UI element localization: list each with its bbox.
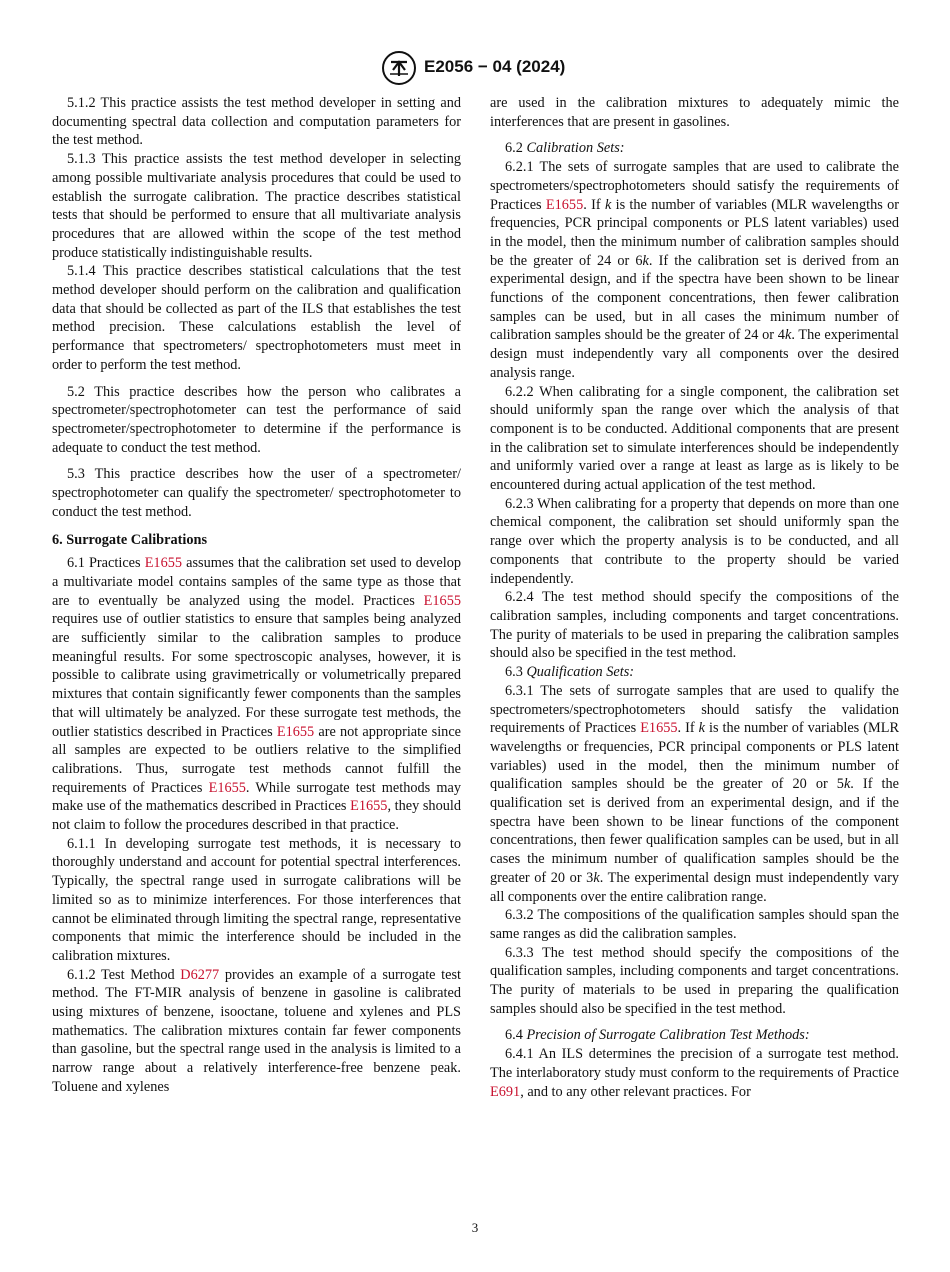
link-e1655[interactable]: E1655: [423, 592, 461, 609]
astm-logo-icon: [381, 50, 417, 86]
page-header: [0, 50, 950, 90]
paragraph-5-2: 5.2 This practice describes how the person who calibrates a spectrometer/spectrophotometer can test the performance of said spectrometer/spectrophotometer to determine if the performance is adequate to conduct the test method.: [52, 383, 461, 456]
subsection-heading-6-4: 6.4 Precision of Surrogate Calibration Test Methods:: [505, 1027, 810, 1044]
document-designation: E2056 − 04 (2024): [424, 57, 566, 76]
paragraph-5-1-3: 5.1.3 This practice assists the test method developer in selecting among possible multivariate analysis procedures that could be used to establish the surrogate calibration. The practice describes statistical tests that should be performed to ensure that all multivariate analysis procedures that are allowed within the scope of the test method produce statistically indistinguishable results.: [52, 151, 461, 261]
subsection-heading-6-3: 6.3 Qualification Sets:: [505, 664, 635, 681]
right-column: [490, 94, 899, 1101]
link-e1655[interactable]: E1655: [350, 798, 388, 815]
paragraph-6-1-2: 6.1.2 Test Method D6277 provides an example of a surrogate test method. The FT-MIR analysis of benzene in gasoline is calibrated using mixtures of benzene, isooctane, toluene and xylenes and PLS mathematics. The calibration mixtures contain far fewer components than gasoline, but the spectral range used in the analysis is limited to a narrow range about a relatively interference-free benzene peak. Toluene and xylenes: [52, 966, 461, 1095]
paragraph-6-1: 6.1 Practices E1655 assumes that the calibration set used to develop a multivariate model contains samples of the same type as those that are to eventually be analyzed using the model. Practices E1655 requires use of outlier statistics to ensure that samples being analyzed are sufficiently similar to the calibration samples to produce meaningful results. For some spectroscopic analyses, however, it is possible to calibrate using gravimetrically or volumetrically prepared mixtures that contain significantly fewer components than the samples that will ultimately be analyzed. For these surrogate test methods, the outlier statistics described in Practices E1655 are not appropriate since all samples are expected to be outliers relative to the simplified calibrations. Thus, surrogate test methods cannot fulfill the requirements of Practices E1655. While surrogate test methods may make use of the mathematics described in Practices E1655, they should not claim to follow the procedures described in that practice.: [52, 555, 462, 834]
link-e1655[interactable]: E1655: [640, 720, 678, 737]
subsection-heading-6-2: 6.2 Calibration Sets:: [505, 140, 625, 157]
paragraph-5-1-4: 5.1.4 This practice describes statistical calculations that the test method developer should perform on the calibration and qualification data that should be collected as part of the ILS that establishes the test method precision. These calculations establish the level of performance that spectrometers/ spectrophotometers must meet in order to perform the test method.: [52, 263, 461, 373]
paragraph-6-3-2: 6.3.2 The compositions of the qualification samples should span the same ranges as did the calibration samples.: [490, 907, 899, 942]
link-e1655[interactable]: E1655: [545, 196, 584, 213]
paragraph-6-3-1: 6.3.1 The sets of surrogate samples that are used to qualify the spectrometers/spectrophotometers should satisfy the validation requirements of Practices E1655. If k is the number of variables (MLR wavelengths or frequencies, PCR principal components or PLS latent variables) used in the model, then the minimum number of qualification samples should be the greater of 20 or 5k. If the qualification set is derived from an experimental design, and if the spectra have been shown to be linear functions of the component concentrations, then fewer qualification samples can be used, but in all cases the minimum number of qualification samples should be the greater of 20 or 3k. The experimental design must independently vary all components over the entire calibration range.: [490, 682, 899, 905]
paragraph-6-2-4: 6.2.4 The test method should specify the compositions of the calibration samples, including components and target concentrations. The purity of materials to be used in preparing the calibration samples should also be specified in the test method.: [490, 589, 899, 662]
paragraph-5-3: 5.3 This practice describes how the user of a spectrometer/ spectrophotometer can qualify the spectrometer/ spectrophotometer to conduct the test method.: [52, 466, 461, 520]
link-e1655[interactable]: E1655: [208, 779, 246, 796]
paragraph-6-2-3: 6.2.3 When calibrating for a property that depends on more than one chemical component, the calibration set should uniformly span the range over which the property analysis is to be conducted, and all components that contribute to the property should be varied independently.: [490, 495, 899, 587]
paragraph-6-1-1: 6.1.1 In developing surrogate test methods, it is necessary to thoroughly understand and account for potential spectral interferences. Typically, the spectral range used in surrogate calibrations will be limited so as to minimize interferences. For those interferences that cannot be eliminated through limiting the spectral range, representative components that mimic the interference should be included in the calibration mixtures.: [52, 835, 461, 964]
link-e1655[interactable]: E1655: [144, 555, 183, 572]
link-e691[interactable]: E691: [490, 1083, 521, 1100]
paragraph-6-2-1: 6.2.1 The sets of surrogate samples that are used to calibrate the spectrometers/spectrophotometers should satisfy the requirements of Practices E1655. If k is the number of variables (MLR wavelengths or frequencies, PCR principal components or PLS latent variables) used in the model, then the minimum number of calibration samples should be the greater of 24 or 6k. If the calibration set is derived from an experimental design, and if the spectra have been shown to be linear functions of the component concentrations, then fewer calibration samples can be used, but in all cases the minimum number of calibration samples should be the greater of 24 or 4k. The experimental design must independently vary all components over the desired analysis range.: [490, 159, 899, 381]
left-column: [52, 94, 461, 1097]
page-number: 3: [471, 1220, 479, 1235]
paragraph-5-1-2: 5.1.2 This practice assists the test method developer in setting and documenting spectral data collection and computation parameters for the test method.: [52, 95, 461, 149]
paragraph-6-2-2: 6.2.2 When calibrating for a single component, the calibration set should uniformly span the range over which the analysis of that component is to be conducted. Additional components that are present in the calibration set to simulate interferences should be independently and uniformly varied over a range at least as large as is likely to be encountered during actual application of the test method.: [490, 383, 899, 494]
paragraph-6-3-3: 6.3.3 The test method should specify the compositions of the qualification samples, including components and target concentrations. The purity of materials to be used in preparing the qualification samples should also be specified in the test method.: [490, 944, 899, 1017]
paragraph-6-4-1: 6.4.1 An ILS determines the precision of a surrogate test method. The interlaboratory study must conform to the requirements of Practice E691, and to any other relevant practices. For: [490, 1046, 899, 1100]
section-heading-6: 6. Surrogate Calibrations: [52, 532, 208, 549]
link-d6277[interactable]: D6277: [180, 966, 220, 983]
paragraph-continuation: are used in the calibration mixtures to adequately mimic the interferences that are present in gasolines.: [490, 95, 899, 130]
link-e1655[interactable]: E1655: [276, 723, 315, 740]
